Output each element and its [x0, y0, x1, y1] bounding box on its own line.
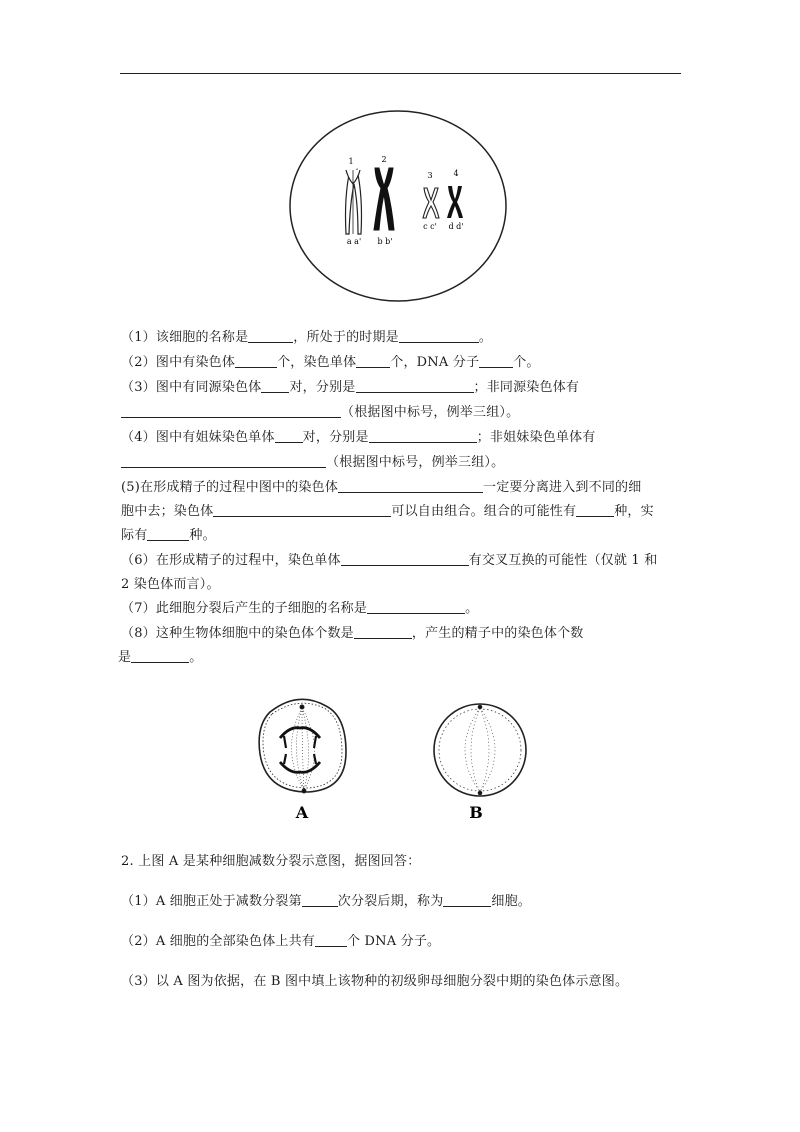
- answer-blank[interactable]: [479, 353, 513, 368]
- answer-blank[interactable]: [356, 378, 474, 393]
- answer-blank[interactable]: [275, 428, 303, 443]
- question-6: （6）在形成精子的过程中，染色单体 有交叉互换的可能性（仅就 1 和: [121, 553, 658, 568]
- section2-question-1: （1）A 细胞正处于减数分裂第 次分裂后期，称为 细胞。: [121, 894, 532, 909]
- answer-blank[interactable]: [131, 648, 189, 663]
- chromosome-3: [423, 188, 439, 218]
- cell-division-figure: [250, 692, 550, 822]
- answer-blank[interactable]: [367, 599, 465, 614]
- question-8-cont: 是 。: [118, 650, 203, 665]
- question-5-cont2: 际有 种。: [121, 528, 216, 543]
- answer-blank[interactable]: [341, 551, 469, 566]
- question-3: （3）图中有同源染色体 对，分别是 ；非同源染色体有: [121, 380, 580, 395]
- chromosome-1: [346, 170, 362, 234]
- question-8: （8）这种生物体细胞中的染色体个数是 ，产生的精子中的染色体个数: [121, 626, 584, 641]
- cell-outline: [290, 111, 506, 301]
- answer-blank[interactable]: [315, 932, 347, 947]
- answer-blank[interactable]: [354, 624, 412, 639]
- allele-label-c: c c': [423, 222, 437, 231]
- chromosome-number-2: 2: [381, 155, 387, 164]
- cell-a: [259, 699, 346, 793]
- cell-b-label: B: [469, 803, 483, 822]
- question-4: （4）图中有姐妹染色单体 对，分别是 ；非姐妹染色单体有: [121, 430, 596, 445]
- answer-blank[interactable]: [443, 892, 491, 907]
- section2-question-2: （2）A 细胞的全部染色体上共有 个 DNA 分子。: [121, 934, 441, 949]
- chromosome-4: [447, 186, 463, 218]
- answer-blank[interactable]: [356, 353, 390, 368]
- answer-blank[interactable]: [213, 502, 391, 517]
- chromosome-number-1: 1: [348, 157, 354, 166]
- question-7: （7）此细胞分裂后产生的子细胞的名称是 。: [121, 601, 479, 616]
- cell-a-label: A: [295, 803, 309, 822]
- allele-label-b: b b': [377, 237, 393, 246]
- answer-blank[interactable]: [338, 478, 483, 493]
- allele-label-a: a a': [346, 237, 362, 246]
- answer-blank[interactable]: [369, 428, 477, 443]
- answer-blank[interactable]: [261, 378, 289, 393]
- question-5: (5)在形成精子的过程中图中的染色体 一定要分离进入到不同的细: [121, 480, 642, 495]
- section2-question-3: （3）以 A 图为依据，在 B 图中填上该物种的初级卵母细胞分裂中期的染色体示意图。: [121, 974, 629, 989]
- section2-intro: 2. 上图 A 是某种细胞减数分裂示意图，据图回答：: [121, 854, 421, 869]
- chromosome-number-3: 3: [427, 171, 433, 180]
- question-6-cont: 2 染色体而言）。: [121, 577, 220, 592]
- cell-b: [434, 704, 526, 796]
- answer-blank[interactable]: [399, 328, 479, 343]
- answer-blank[interactable]: [302, 892, 338, 907]
- question-3-cont: （根据图中标号，例举三组）。: [121, 403, 519, 423]
- question-5-cont: 胞中去；染色体 可以自由组合。组合的可能性有 种，实: [121, 504, 654, 519]
- answer-blank[interactable]: [121, 403, 341, 418]
- header-rule: [120, 73, 681, 74]
- answer-blank[interactable]: [248, 328, 293, 343]
- allele-label-d: d d': [448, 222, 464, 231]
- answer-blank[interactable]: [121, 453, 326, 468]
- answer-blank[interactable]: [147, 526, 189, 541]
- chromosome-2: [374, 168, 394, 230]
- answer-blank[interactable]: [235, 353, 277, 368]
- question-4-cont: （根据图中标号，例举三组）。: [121, 453, 504, 473]
- question-2: （2）图中有染色体 个，染色单体 个，DNA 分子 个。: [121, 355, 540, 370]
- cell-chromosome-figure: [288, 108, 508, 304]
- chromosome-number-4: 4: [453, 169, 459, 178]
- question-1: （1）该细胞的名称是 ，所处于的时期是 。: [121, 330, 493, 345]
- answer-blank[interactable]: [576, 502, 614, 517]
